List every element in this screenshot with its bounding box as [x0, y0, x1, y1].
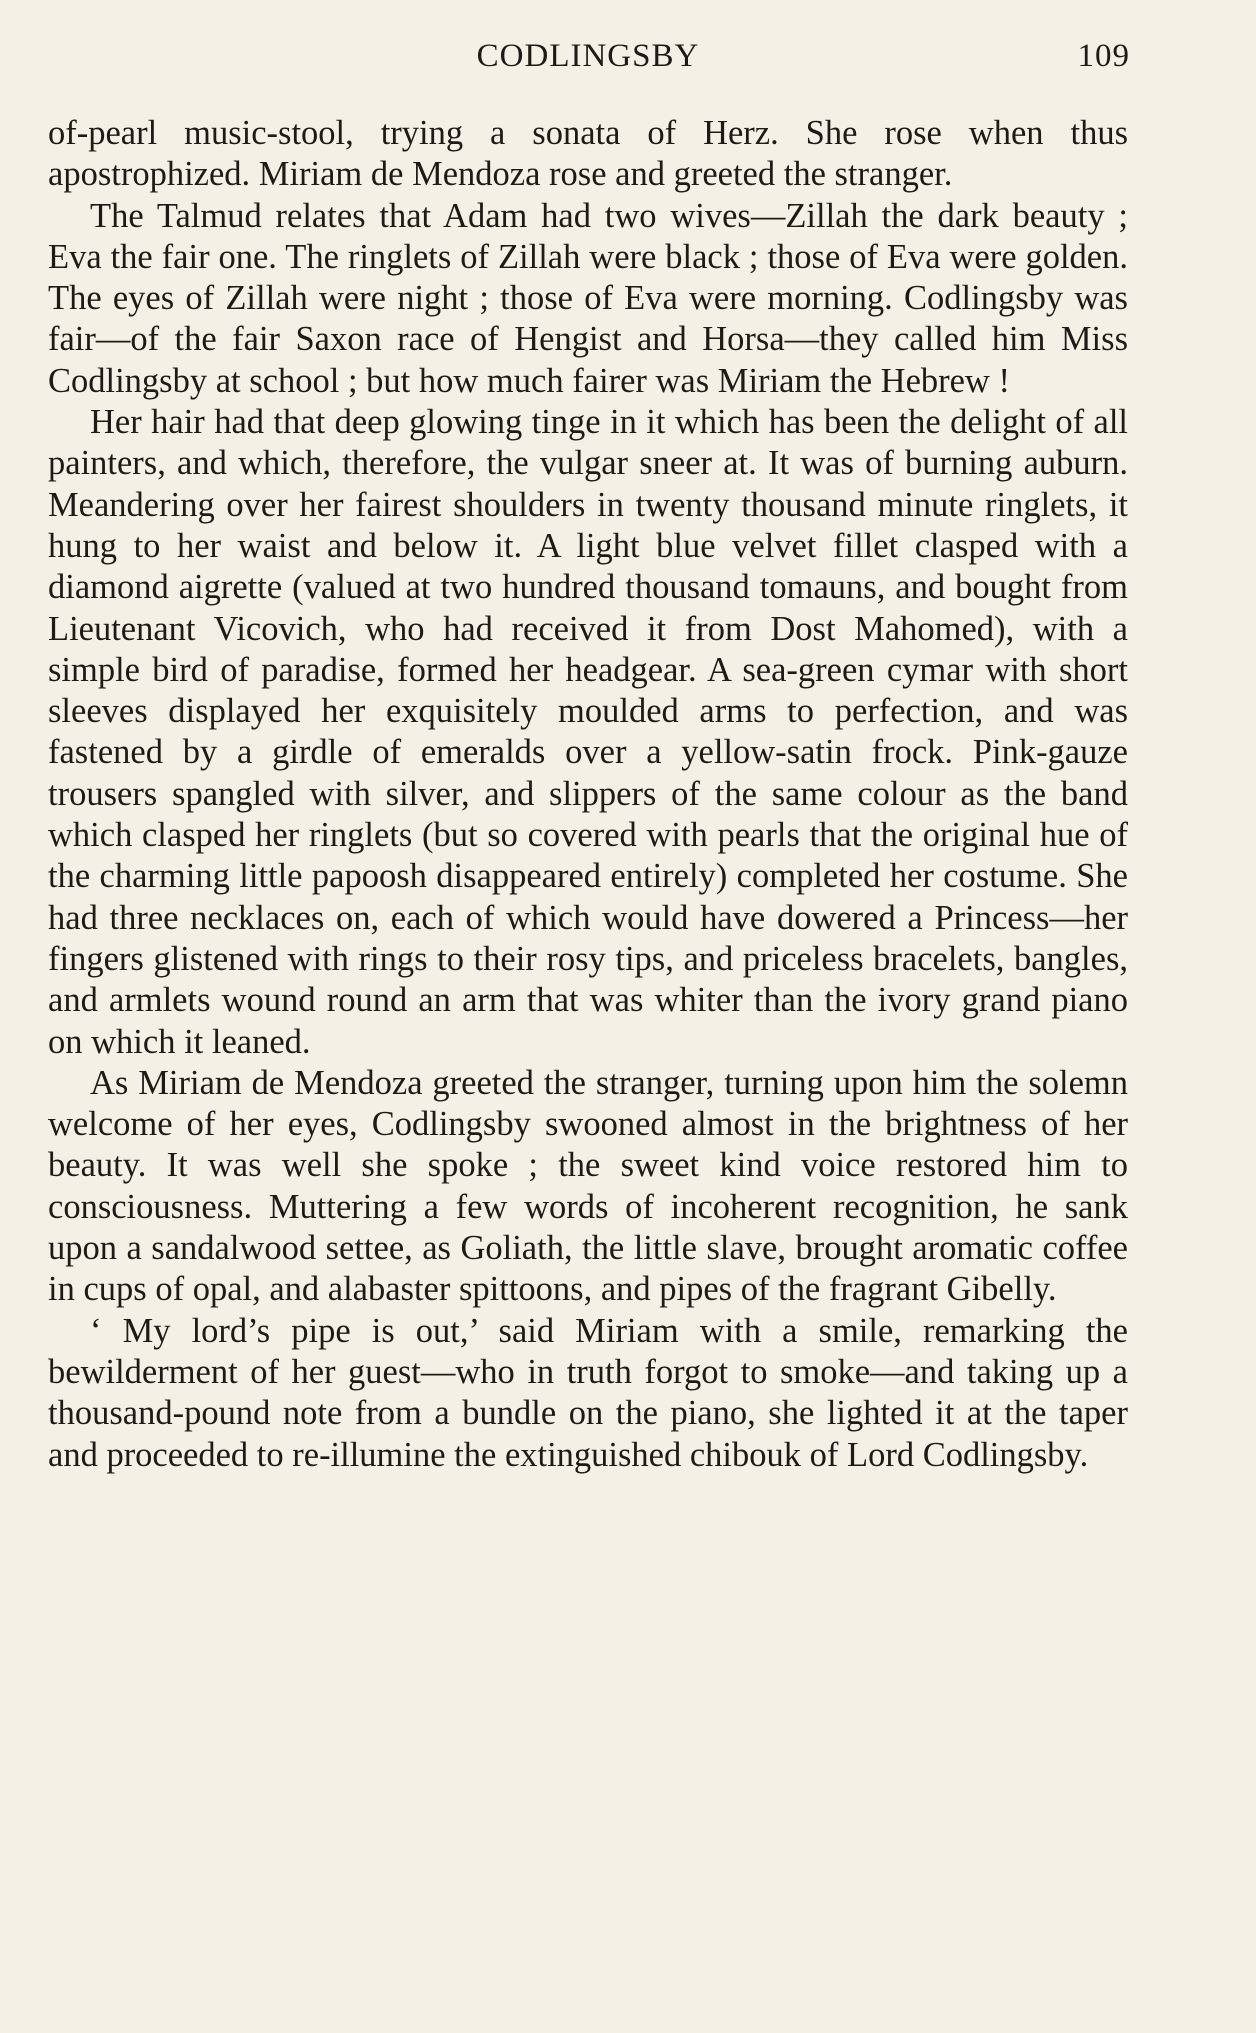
paragraph-miriam-description: Her hair had that deep glowing tinge in it which has been the delight of all painters, and which, therefore, the vulgar sneer at. It was of burning auburn. Meandering over her fairest shoulders in twenty thousand minute ringlets, it hung to her waist and below it. A light blue velvet fillet clasped with a diamond aigrette (valued at two hundred thousand tomauns, and bought from Lieutenant Vicovich, who had received it from Dost Mahomed), with a simple bird of paradise, formed her headgear. A sea-green cymar with short sleeves displayed her exquisitely moulded arms to perfection, and was fastened by a girdle of emeralds over a yellow-satin frock. Pink-gauze trousers spangled with silver, and slippers of the same colour as the band which clasped her ringlets (but so covered with pearls that the original hue of the charming little papoosh disappeared entirely) completed her costume. She had three necklaces on, each of which would have dowered a Princess—her fingers glistened with rings to their rosy tips, and priceless bracelets, bangles, and armlets wound round an arm that was whiter than the ivory grand piano on which it leaned.	[48, 403, 1128, 1061]
paragraph-continued: of-pearl music-stool, trying a sonata of Herz. She rose when thus apostrophized. Miriam de Mendoza rose and greeted the stranger.	[48, 114, 1128, 194]
paragraph-greeting: As Miriam de Mendoza greeted the stranger, turning upon him the solemn welcome of her eyes, Codlingsby swooned almost in the brightness of her beauty. It was well she spoke ; the sweet kind voice restored him to consciousness. Muttering a few words of incoherent recognition, he sank upon a sandalwood settee, as Goliath, the little slave, brought aromatic coffee in cups of opal, and alabaster spittoons, and pipes of the fragrant Gibelly.	[48, 1063, 1128, 1309]
running-title: CODLINGSBY	[476, 38, 700, 74]
page-number: 109	[1077, 38, 1130, 74]
paragraph-talmud: The Talmud relates that Adam had two wives—Zillah the dark beauty ; Eva the fair one. The ringlets of Zillah were black ; those of Eva were golden. The eyes of Zillah were night ; those of Eva were morning. Codlingsby was fair—of the fair Saxon race of Hengist and Horsa—they called him Miss Codlingsby at school ; but how much fairer was Miriam the Hebrew !	[48, 196, 1128, 400]
body-text	[48, 113, 1128, 1476]
paragraph-pipe: ‘ My lord’s pipe is out,’ said Miriam with a smile, remarking the bewilderment of her guest—who in truth forgot to smoke—and taking up a thousand-pound note from a bundle on the piano, she lighted it at the taper and proceeded to re-illumine the extinguished chibouk of Lord Codlingsby.	[48, 1311, 1128, 1474]
running-head	[48, 38, 1128, 88]
